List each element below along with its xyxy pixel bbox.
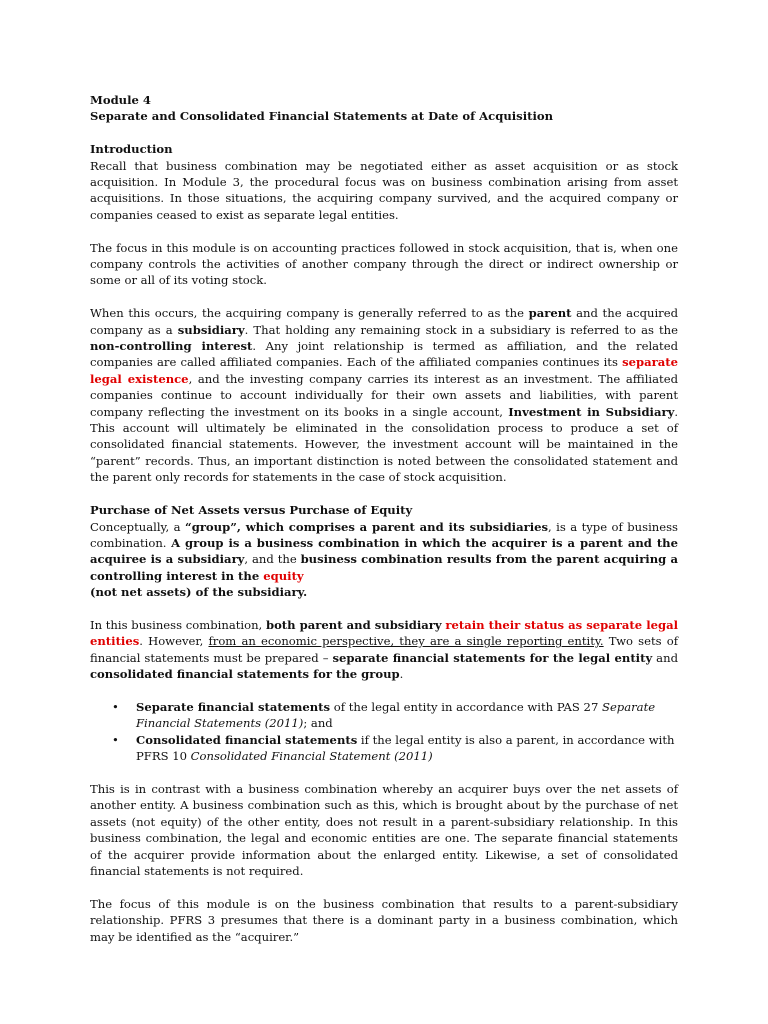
module-title: Separate and Consolidated Financial Statements at Date of Acquisition xyxy=(90,109,554,124)
text-run: and xyxy=(652,650,678,665)
statements-list xyxy=(90,699,678,765)
text-run: . xyxy=(399,667,404,682)
list-item-bold: Consolidated financial statements xyxy=(136,732,358,747)
list-item-bold: Separate financial statements xyxy=(136,699,331,714)
purchase-paragraph-2 xyxy=(90,617,678,683)
text-run: , is a type of business combination. xyxy=(90,519,679,550)
controlling-interest-text: business combination results from the parent acquiring a controlling interest in the xyxy=(90,552,678,583)
term-investment-in-subsidiary: Investment in Subsidiary xyxy=(508,404,675,419)
list-item xyxy=(90,732,678,765)
standard-title: Consolidated Financial Statement (2011) xyxy=(190,749,433,764)
section-heading-purchase: Purchase of Net Assets versus Purchase of Equity xyxy=(90,503,413,518)
term-separate-statements: separate financial statements for the legal entity xyxy=(332,650,653,665)
list-item xyxy=(90,699,678,732)
text-run: if the legal entity is also a parent, in accordance with PFRS 10 xyxy=(136,732,675,764)
term-parent-and-subsidiary: both parent and subsidiary xyxy=(265,617,442,632)
text-run: Conceptually, a xyxy=(90,519,186,534)
term-group: “group”, which comprises a parent and its subsidiaries xyxy=(185,519,549,534)
purchase-paragraph-3: This is in contrast with a business combination whereby an acquirer buys over the net assets of another entity. A business combination such as this, which is brought about by the purchase of net assets (not equity) of the other entity, does not result in a parent-subsidiary relationship. In this business combination, the legal and economic entities are one. The separate financial statements of the acquirer provide information about the enlarged entity. Likewise, a set of consolidated financial statements is not required. xyxy=(90,781,678,878)
highlight-equity: equity xyxy=(263,568,304,583)
intro-paragraph-2: The focus in this module is on accounting practices followed in stock acquisition, that is, when one company controls the activities of another company through the direct or indirect ownership or some or all of its voting stock. xyxy=(90,240,678,288)
document-page xyxy=(90,92,678,945)
intro-paragraph-3 xyxy=(90,305,678,485)
term-parent: parent xyxy=(528,306,572,321)
purchase-paragraph-4: The focus of this module is on the business combination that results to a parent-subsidiary relationship. PFRS 3 presumes that there is a dominant party in a business combination, which may be identified as the “acquirer.” xyxy=(90,896,678,944)
text-run: . This account will ultimately be eliminated in the consolidation process to produce a set of consolidated financial statements. However, the investment account will be maintained in the “parent” records. Thus, an important distinction is noted between the consolidated statement and the parent only records for statements in the case of stock acquisition. xyxy=(90,404,679,485)
purchase-paragraph-1 xyxy=(90,519,678,601)
highlight-separate-legal-existence: separate legal existence xyxy=(90,355,678,386)
term-non-controlling-interest: non-controlling interest xyxy=(90,339,253,354)
bullet-icon: • xyxy=(112,732,119,747)
term-consolidated-statements: consolidated financial statements for the group xyxy=(90,667,400,682)
text-run: . That holding any remaining stock in a subsidiary is referred to as the xyxy=(244,322,678,337)
text-run: Two sets of financial statements must be prepared – xyxy=(90,634,678,665)
not-net-assets-text: (not net assets) of the subsidiary. xyxy=(90,585,308,600)
text-run: When this occurs, the acquiring company is generally referred to as the xyxy=(90,306,529,321)
intro-paragraph-1: Recall that business combination may be negotiated either as asset acquisition or as stock acquisition. In Module 3, the procedural focus was on business combination arising from asset acquisitions. In those situations, the acquiring company survived, and the acquired company or companies ceased to exist as separate legal entities. xyxy=(90,158,678,222)
text-run: and the acquired company as a xyxy=(90,306,678,337)
text-run: of the legal entity in accordance with PAS 27 xyxy=(330,699,602,714)
text-run: , and the xyxy=(244,552,301,567)
text-run: . However, xyxy=(139,634,209,649)
text-run: , and the investing company carries its interest as an investment. The affiliated companies continue to account individually for their own assets and liabilities, with parent company reflecting the investment on its books in a single account, xyxy=(90,371,678,419)
section-heading-introduction: Introduction xyxy=(90,142,173,157)
underlined-economic-perspective: from an economic perspective, they are a single reporting entity. xyxy=(208,634,604,649)
text-run: . Any joint relationship is termed as affiliation, and the related companies are called affiliated companies. Each of the affiliated companies continues its xyxy=(90,339,679,370)
text-run: In this business combination, xyxy=(90,617,266,632)
group-definition: A group is a business combination in which the acquirer is a parent and the acquiree is a subsidiary xyxy=(90,535,678,567)
standard-title: Separate Financial Statements (2011) xyxy=(136,699,656,731)
term-subsidiary: subsidiary xyxy=(177,322,245,337)
highlight-separate-legal-entities: retain their status as separate legal entities xyxy=(90,617,679,649)
text-run: ; and xyxy=(303,716,333,731)
bullet-icon: • xyxy=(112,699,119,714)
module-label: Module 4 xyxy=(90,93,151,107)
